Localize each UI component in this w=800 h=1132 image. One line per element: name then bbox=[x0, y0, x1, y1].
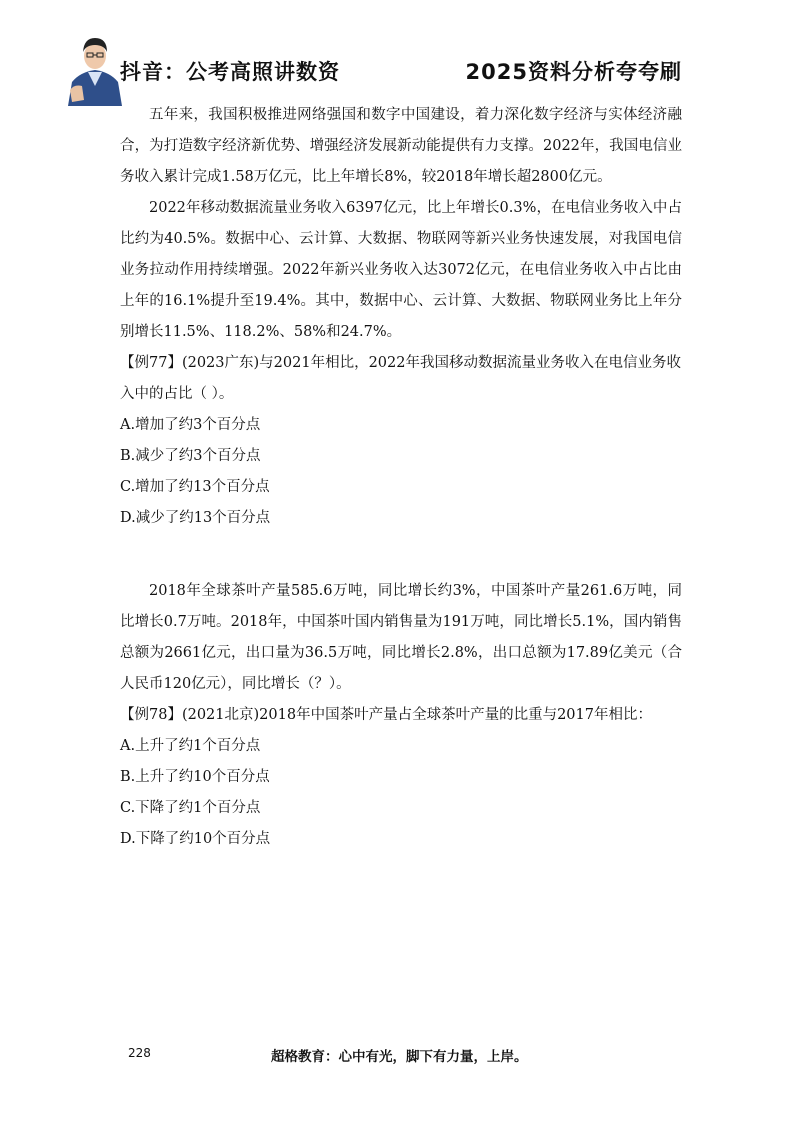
passage-paragraph: 2018年全球茶叶产量585.6万吨，同比增长约3%，中国茶叶产量261.6万吨，同比增长0.7万吨。2018年，中国茶叶国内销售量为191万吨，同比增长5.1%，国内销售总额为2661亿元，出口量为36.5万吨，同比增长2.8%，出口总额为17.89亿美元（合人民币120亿元），同比增长（？）。 bbox=[120, 583, 682, 692]
answer-option-d: D.下降了约10个百分点 bbox=[120, 831, 271, 847]
question-stem: 【例78】(2021北京)2018年中国茶叶产量占全球茶叶产量的比重与2017年相比： bbox=[120, 707, 652, 723]
footer-slogan: 超格教育：心中有光，脚下有力量，上岸。 bbox=[271, 1049, 528, 1065]
passage-paragraph: 2022年移动数据流量业务收入6397亿元，比上年增长0.3%，在电信业务收入中占比约为40.5%。数据中心、云计算、大数据、物联网等新兴业务快速发展，对我国电信业务拉动作用持续增强。2022年新兴业务收入达3072亿元，在电信业务收入中占比由上年的16.1%提升至19.4%。其中，数据中心、云计算、大数据、物联网业务比上年分别增长11.5%、118.2%、58%和24.7%。 bbox=[120, 200, 682, 340]
page-header bbox=[0, 0, 800, 100]
page-number: 228 bbox=[128, 1046, 151, 1060]
answer-option-c: C.增加了约13个百分点 bbox=[120, 479, 270, 495]
page-content bbox=[120, 100, 682, 855]
header-channel-title: 抖音：公考高照讲数资 bbox=[120, 60, 340, 84]
answer-option-a: A.增加了约3个百分点 bbox=[120, 417, 261, 433]
section-spacer bbox=[120, 534, 682, 576]
header-book-title: 2025资料分析夸夸刷 bbox=[465, 60, 682, 84]
presenter-photo bbox=[64, 26, 126, 106]
answer-option-b: B.上升了约10个百分点 bbox=[120, 769, 270, 785]
answer-option-b: B.减少了约3个百分点 bbox=[120, 448, 261, 464]
question-stem: 【例77】(2023广东)与2021年相比，2022年我国移动数据流量业务收入在电信业务收入中的占比（ ）。 bbox=[120, 355, 681, 402]
passage-paragraph: 五年来，我国积极推进网络强国和数字中国建设，着力深化数字经济与实体经济融合，为打造数字经济新优势、增强经济发展新动能提供有力支撑。2022年，我国电信业务收入累计完成1.58万亿元，比上年增长8%，较2018年增长超2800亿元。 bbox=[120, 107, 682, 185]
answer-option-a: A.上升了约1个百分点 bbox=[120, 738, 261, 754]
answer-option-d: D.减少了约13个百分点 bbox=[120, 510, 271, 526]
answer-option-c: C.下降了约1个百分点 bbox=[120, 800, 261, 816]
